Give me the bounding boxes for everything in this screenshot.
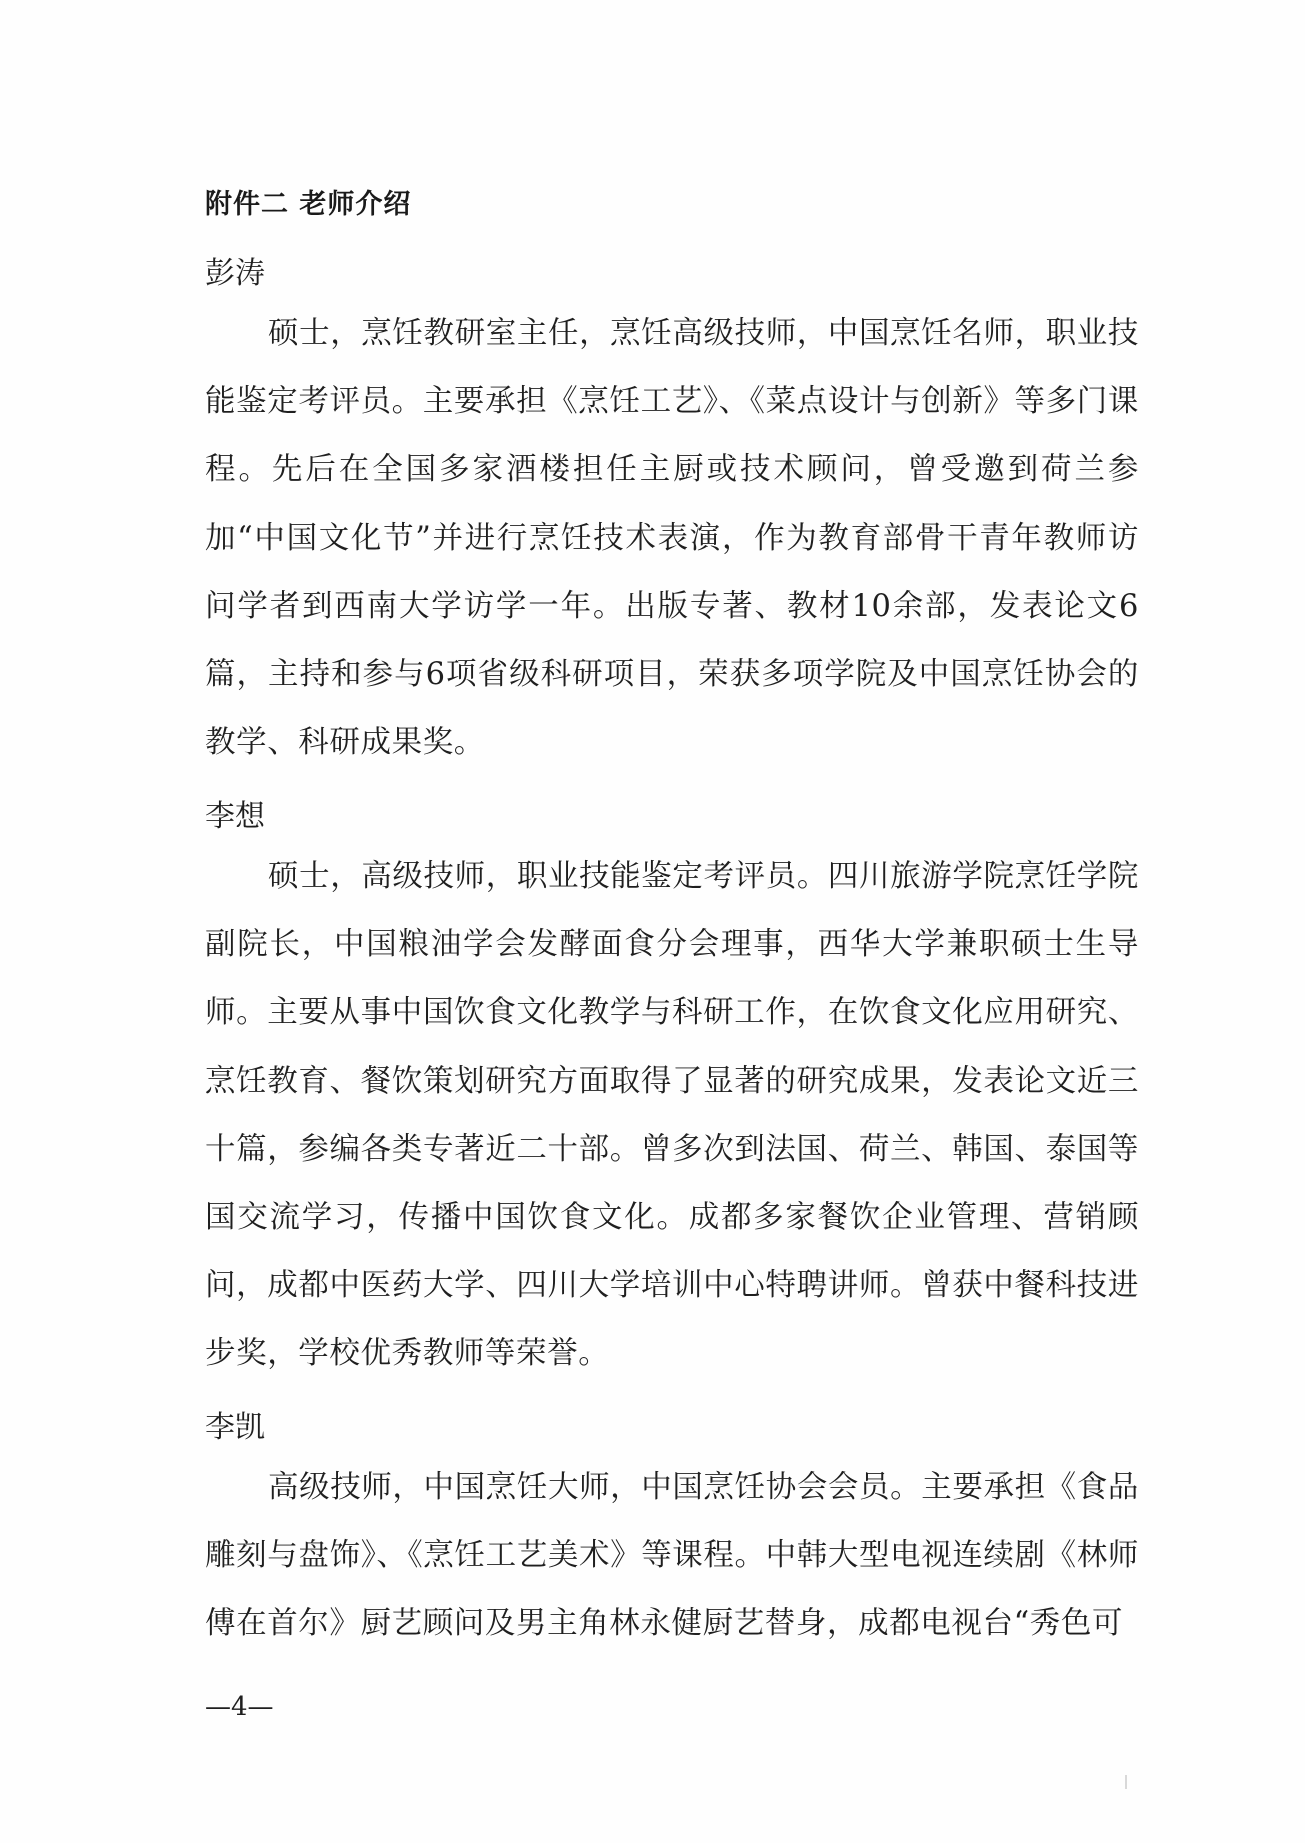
document-heading: 附件二 老师介绍 — [205, 189, 412, 220]
teacher-bio: 硕士，高级技师，职业技能鉴定考评员。四川旅游学院烹饪学院副院长，中国粮油学会发酵面食分会理事，西华大学兼职硕士生导师。主要从事中国饮食文化教学与科研工作，在饮食文化应用研究、烹饪教育、餐饮策划研究方面取得了显著的研究成果，发表论文近三十篇，参编各类专著近二十部。曾多次到法国、荷兰、韩国、泰国等国交流学习，传播中国饮食文化。成都多家餐饮企业管理、营销顾问，成都中医药大学、四川大学培训中心特聘讲师。曾获中餐科技进步奖，学校优秀教师等荣誉。 — [205, 859, 1139, 1372]
teacher-bio: 高级技师，中国烹饪大师，中国烹饪协会会员。主要承担《食品雕刻与盘饰》、《烹饪工艺美术》等课程。中韩大型电视连续剧《林师傅在首尔》厨艺顾问及男主角林永健厨艺替身，成都电视台“秀色可 — [205, 1470, 1139, 1642]
teacher-bio: 硕士，烹饪教研室主任，烹饪高级技师，中国烹饪名师，职业技能鉴定考评员。主要承担《烹饪工艺》、《菜点设计与创新》等多门课程。先后在全国多家酒楼担任主厨或技术顾问，曾受邀到荷兰参加“中国文化节”并进行烹饪技术表演，作为教育部骨干青年教师访问学者到西南大学访学一年。出版专著、教材10余部，发表论文6篇，主持和参与6项省级科研项目，荣获多项学院及中国烹饪协会的教学、科研成果奖。 — [205, 316, 1139, 761]
page-number: —4— — [205, 1692, 274, 1722]
scan-artifact — [1125, 1775, 1127, 1789]
teacher-name: 彭涛 — [205, 256, 265, 291]
teacher-name: 李凯 — [205, 1410, 265, 1445]
teacher-name: 李想 — [205, 799, 265, 834]
